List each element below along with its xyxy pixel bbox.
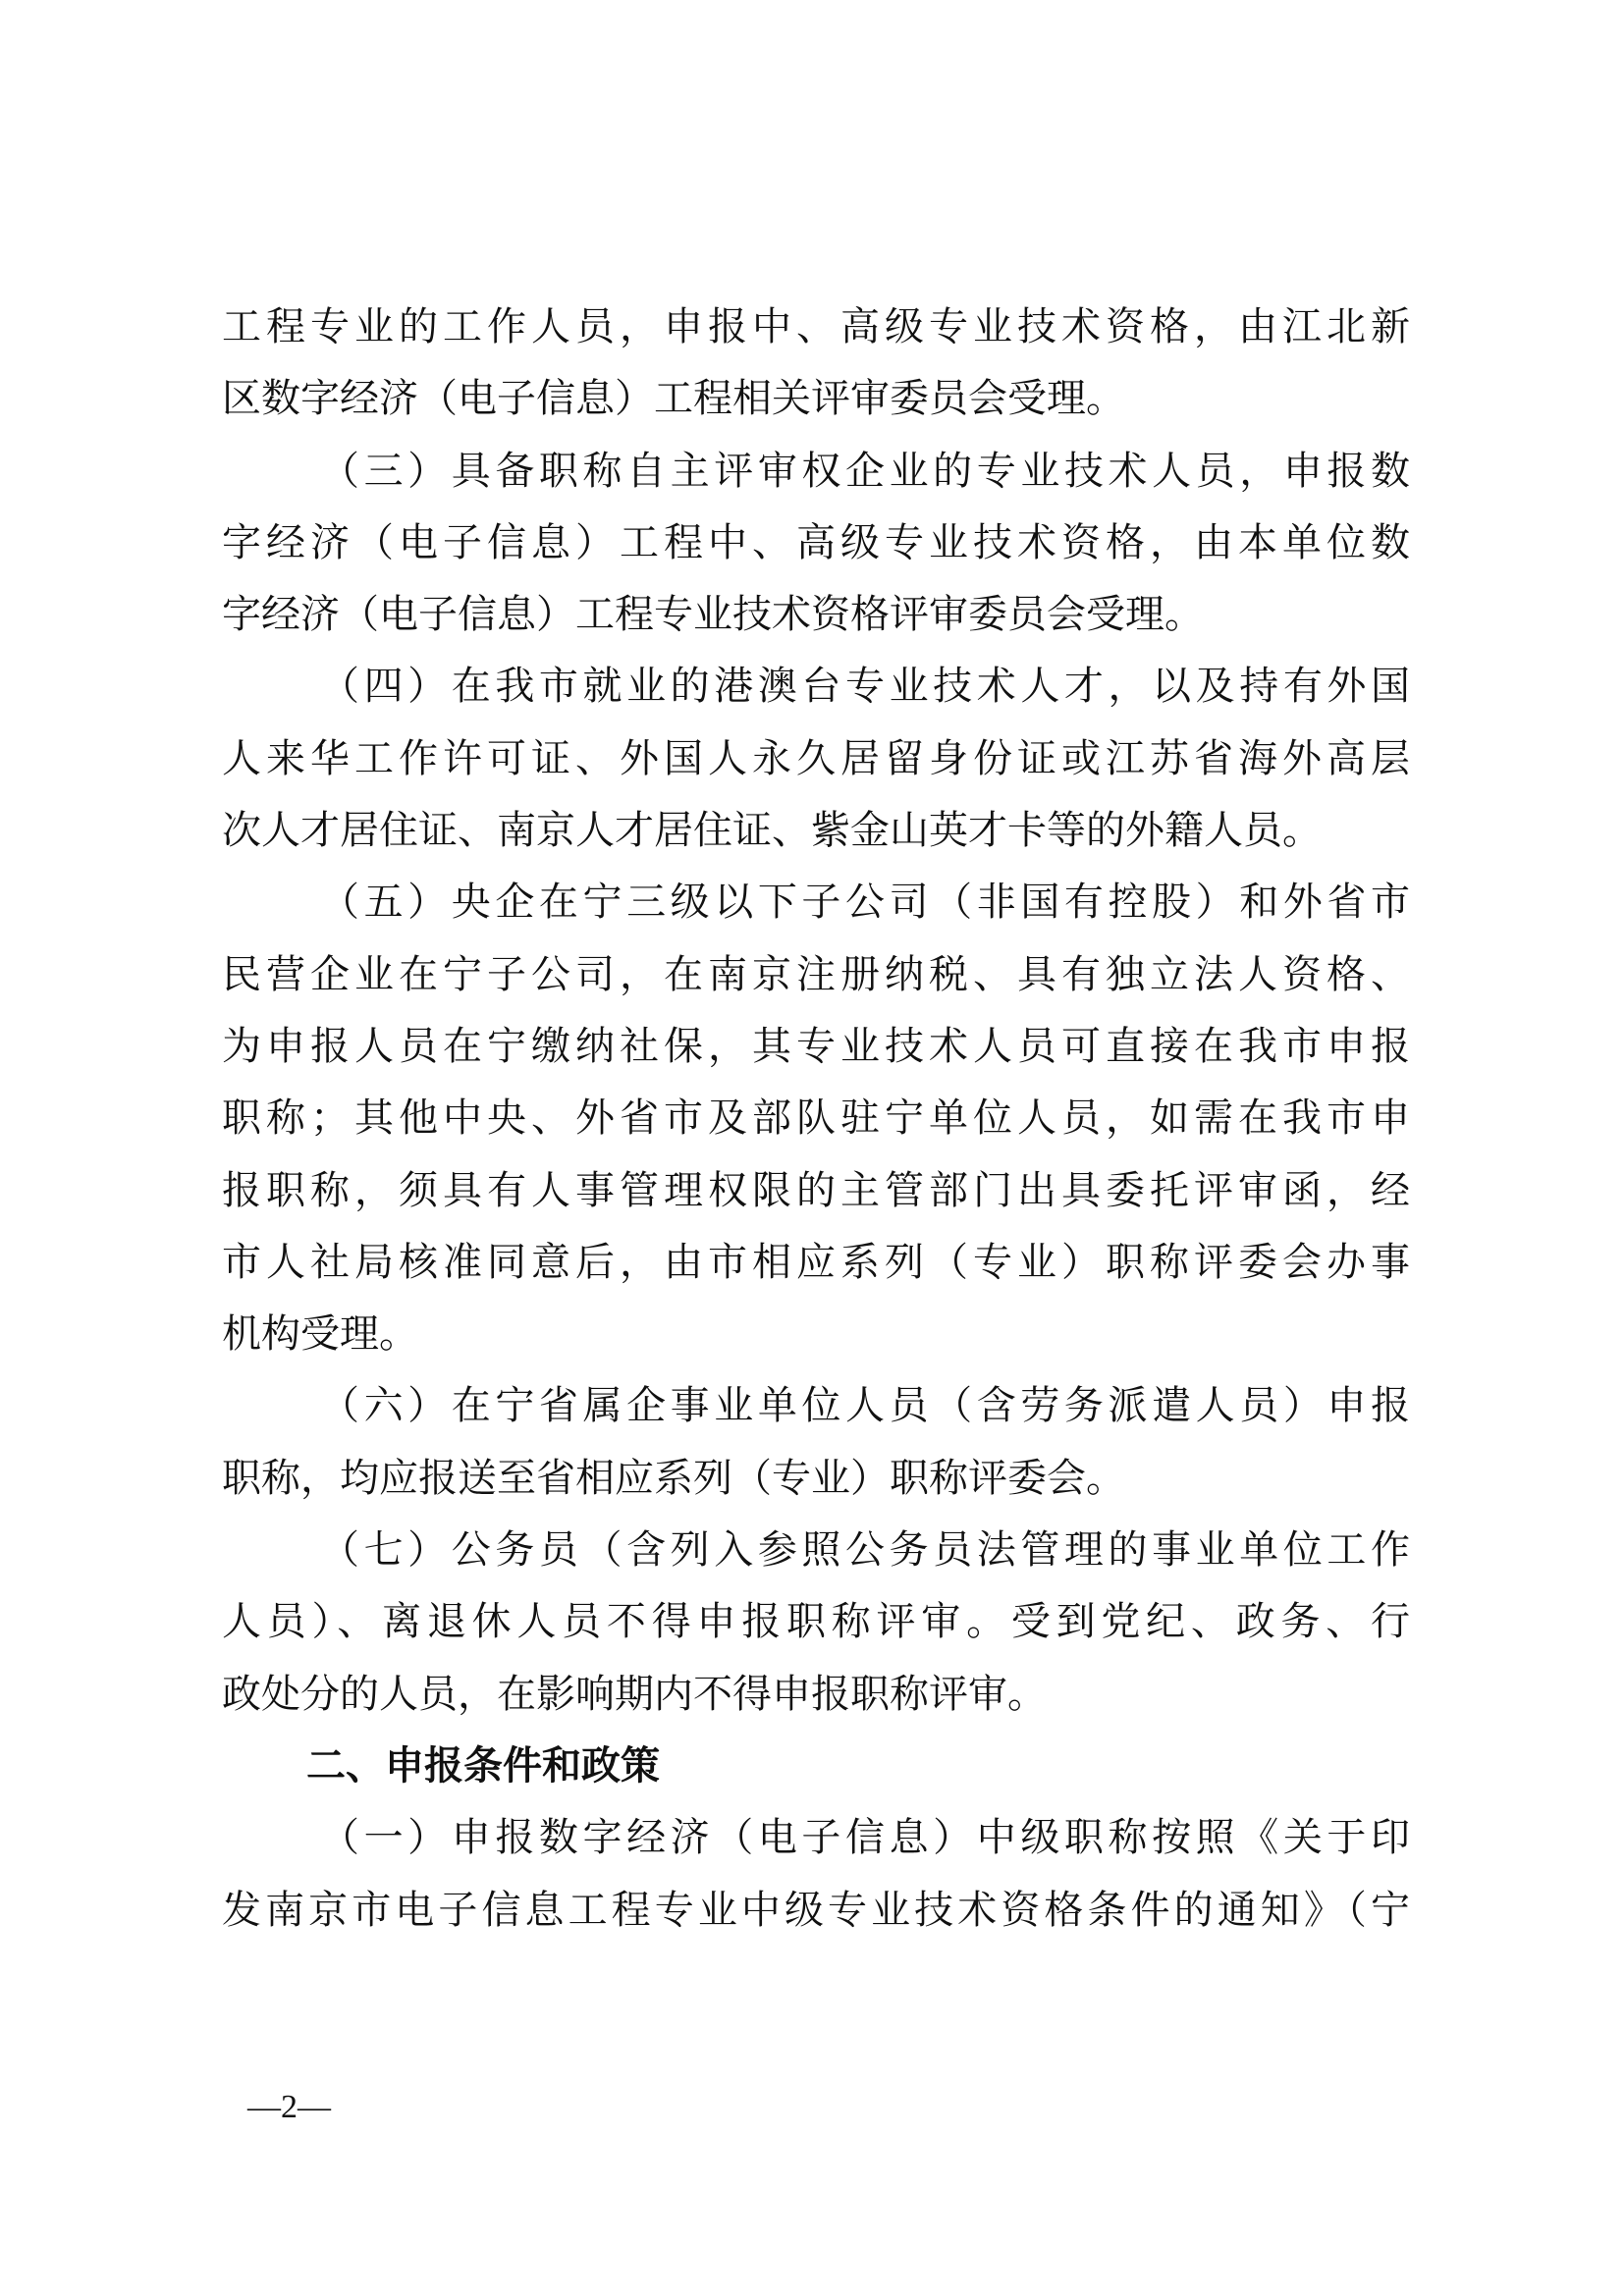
text-line: 民营企业在宁子公司，在南京注册纳税、具有独立法人资格、	[222, 951, 1410, 997]
text-line: 次人才居住证、南京人才居住证、紫金山英才卡等的外籍人员。	[222, 808, 1322, 854]
text-line: 市人社局核准同意后，由市相应系列（专业）职称评委会办事	[222, 1239, 1410, 1285]
text-line: （三）具备职称自主评审权企业的专业技术人员，申报数	[320, 448, 1410, 494]
text-line: （六）在宁省属企事业单位人员（含劳务派遣人员）申报	[320, 1383, 1410, 1429]
section-heading: 二、申报条件和政策	[306, 1742, 660, 1789]
text-line: 政处分的人员，在影响期内不得申报职称评审。	[222, 1671, 1047, 1717]
text-line: （一）申报数字经济（电子信息）中级职称按照《关于印	[320, 1815, 1410, 1861]
text-line: 人员）、离退休人员不得申报职称评审。受到党纪、政务、行	[222, 1599, 1410, 1645]
text-line: 区数字经济（电子信息）工程相关评审委员会受理。	[222, 376, 1125, 422]
text-line: 机构受理。	[222, 1311, 418, 1358]
page-number: —2—	[247, 2089, 331, 2125]
text-line: （四）在我市就业的港澳台专业技术人才，以及持有外国	[320, 664, 1410, 710]
text-line: 工程专业的工作人员，申报中、高级专业技术资格，由江北新	[222, 304, 1410, 349]
text-line: 字经济（电子信息）工程专业技术资格评审委员会受理。	[222, 592, 1204, 638]
text-line: 报职称，须具有人事管理权限的主管部门出具委托评审函，经	[222, 1167, 1410, 1213]
text-line: （五）央企在宁三级以下子公司（非国有控股）和外省市	[320, 880, 1410, 926]
text-line: 职称，均应报送至省相应系列（专业）职称评委会。	[222, 1455, 1125, 1501]
text-line: 职称；其他中央、外省市及部队驻宁单位人员，如需在我市申	[222, 1095, 1410, 1142]
text-line: 人来华工作许可证、外国人永久居留身份证或江苏省海外高层	[222, 735, 1410, 781]
text-line: 为申报人员在宁缴纳社保，其专业技术人员可直接在我市申报	[222, 1023, 1410, 1069]
text-line: （七）公务员（含列入参照公务员法管理的事业单位工作	[320, 1527, 1410, 1574]
text-line: 字经济（电子信息）工程中、高级专业技术资格，由本单位数	[222, 519, 1410, 565]
body-text	[222, 292, 1410, 1947]
text-line: 发南京市电子信息工程专业中级专业技术资格条件的通知》（宁	[222, 1887, 1410, 1933]
